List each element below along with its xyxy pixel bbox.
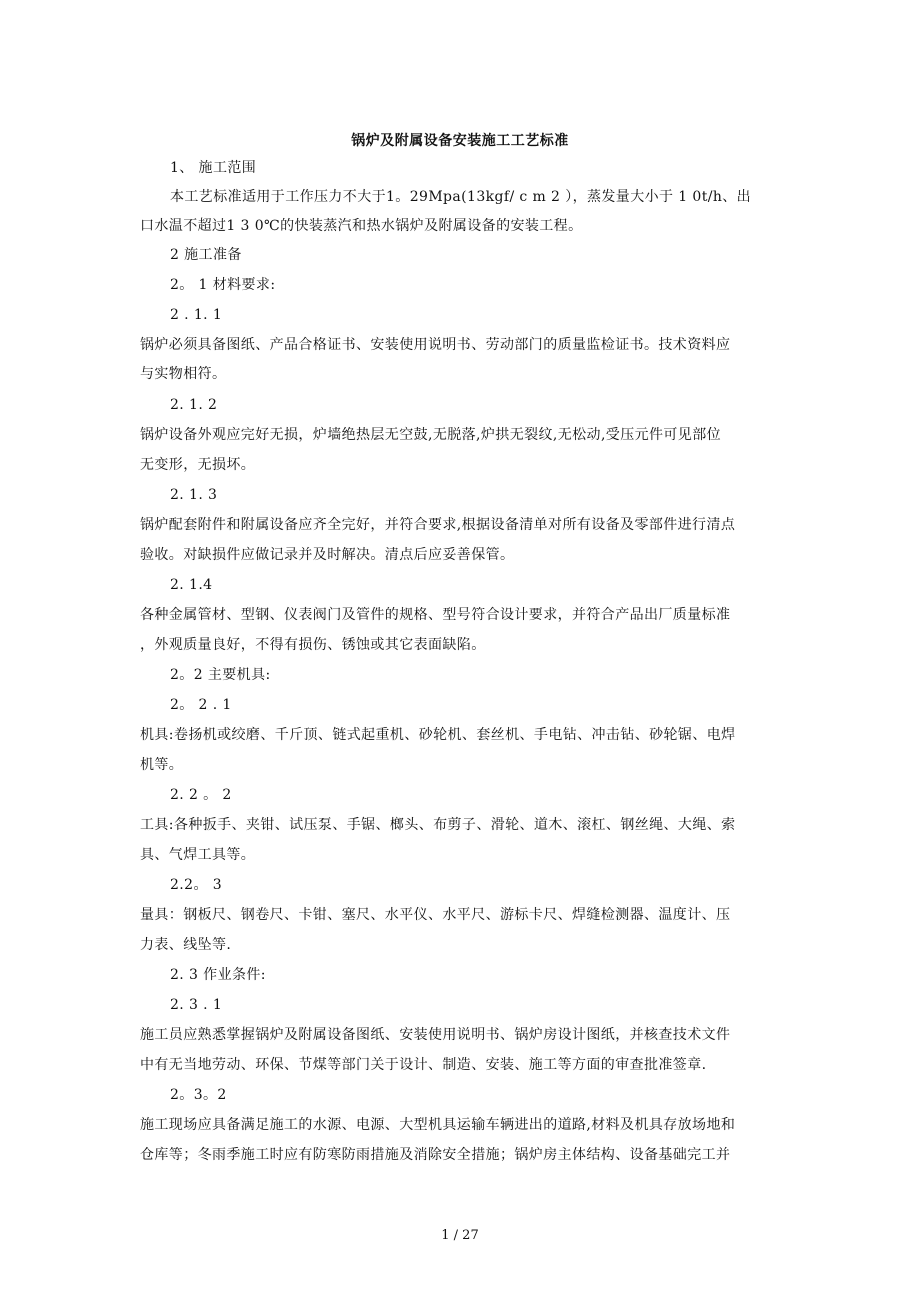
item-number: 2。3。2 (170, 1087, 227, 1103)
paragraph-line: 无变形，无损坏。 (140, 457, 256, 473)
item-number: 2. 1.4 (170, 577, 213, 593)
paragraph-line: 施工现场应具备满足施工的水源、电源、大型机具运输车辆进出的道路,材料及机具存放场地和 (140, 1117, 736, 1133)
paragraph-line: 锅炉必须具备图纸、产品合格证书、安装使用说明书、劳动部门的质量监检证书。技术资料应 (140, 337, 731, 353)
page-number: 1 / 27 (441, 1228, 479, 1243)
item-number: 2.2。 3 (170, 877, 223, 893)
paragraph-line: 施工员应熟悉掌握锅炉及附属设备图纸、安装使用说明书、锅炉房设计图纸，并核查技术文件 (140, 1027, 731, 1043)
paragraph-line: 工具:各种扳手、夹钳、试压泵、手锯、榔头、布剪子、滑轮、道木、滚杠、钢丝绳、大绳、索 (140, 817, 736, 833)
item-number: 2。 2 . 1 (170, 697, 232, 713)
paragraph-line: 机具:卷扬机或绞磨、千斤顶、链式起重机、砂轮机、套丝机、手电钻、冲击钻、砂轮锯、电焊 (140, 727, 736, 743)
item-number: 2. 3 . 1 (170, 997, 223, 1013)
subsection-heading: 2。 1 材料要求: (170, 277, 276, 293)
paragraph-line: 锅炉设备外观应完好无损，炉墙绝热层无空鼓,无脱落,炉拱无裂纹,无松动,受压元件可见部位 (140, 427, 721, 443)
item-number: 2. 2 。 2 (170, 787, 232, 803)
paragraph-line: ，外观质量良好，不得有损伤、锈蚀或其它表面缺陷。 (140, 637, 486, 653)
item-number: 2. 1. 3 (170, 487, 218, 503)
paragraph-line: 量具：钢板尺、钢卷尺、卡钳、塞尺、水平仪、水平尺、游标卡尺、焊缝检测器、温度计、压 (140, 907, 731, 923)
paragraph-line: 仓库等；冬雨季施工时应有防寒防雨措施及消除安全措施；锅炉房主体结构、设备基础完工并 (140, 1147, 731, 1163)
paragraph-line: 口水温不超过1 3 0℃的快装蒸汽和热水锅炉及附属设备的安装工程。 (140, 218, 583, 234)
section-heading-scope: 1、 施工范围 (170, 160, 257, 176)
item-number: 2 . 1. 1 (170, 307, 223, 323)
paragraph-line: 与实物相符。 (140, 366, 227, 382)
paragraph-line: 锅炉配套附件和附属设备应齐全完好，并符合要求,根据设备清单对所有设备及零部件进行清点 (140, 517, 736, 533)
paragraph-line: 验收。对缺损件应做记录并及时解决。清点后应妥善保管。 (140, 547, 515, 563)
document-title: 锅炉及附属设备安装施工工艺标准 (351, 133, 569, 149)
paragraph-line: 本工艺标准适用于工作压力不大于1。29Mpa(13kgf/ c m 2 ），蒸发量大小于 1 0t/h、出 (170, 189, 752, 205)
paragraph-line: 具、气焊工具等。 (140, 847, 256, 863)
paragraph-line: 中有无当地劳动、环保、节煤等部门关于设计、制造、安装、施工等方面的审查批准签章. (140, 1057, 707, 1073)
paragraph-line: 各种金属管材、型钢、仪表阀门及管件的规格、型号符合设计要求，并符合产品出厂质量标准 (140, 607, 731, 623)
subsection-heading: 2。2 主要机具: (170, 667, 271, 683)
paragraph-line: 机等。 (140, 757, 184, 773)
paragraph-line: 力表、线坠等. (140, 937, 232, 953)
subsection-heading: 2. 3 作业条件: (170, 967, 266, 983)
item-number: 2. 1. 2 (170, 397, 218, 413)
section-heading-prep: 2 施工准备 (170, 247, 242, 263)
